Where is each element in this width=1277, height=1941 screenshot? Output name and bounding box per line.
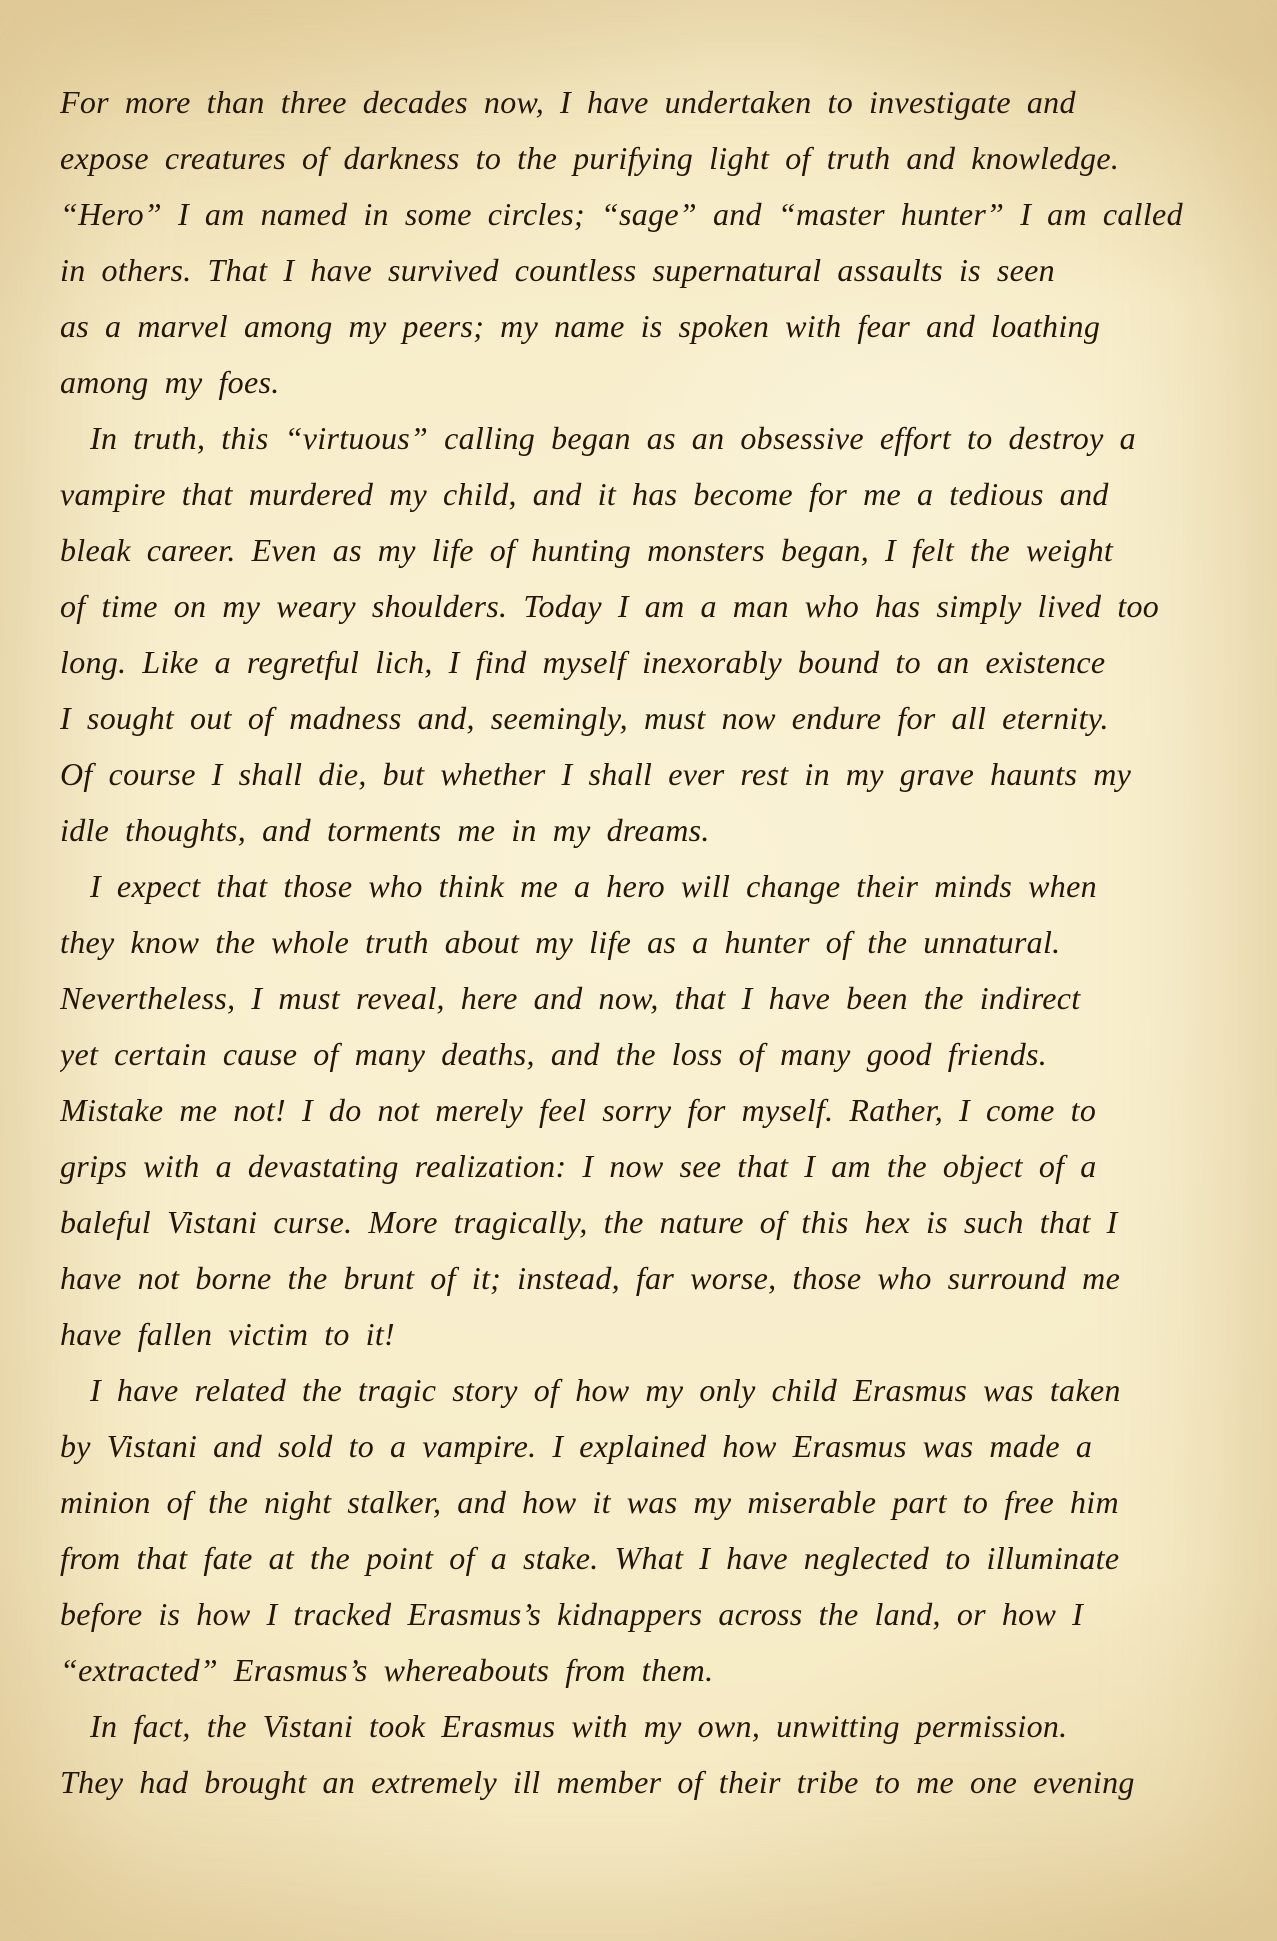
journal-line: Of course I shall die, but whether I shall ever rest in my grave haunts my (60, 756, 1132, 792)
journal-line: I sought out of madness and, seemingly, must now endure for all eternity. (60, 700, 1109, 736)
journal-line: “Hero” I am named in some circles; “sage” and “master hunter” I am called (60, 196, 1183, 232)
journal-line: have not borne the brunt of it; instead, far worse, those who surround me (60, 1260, 1121, 1296)
paragraph-1 (60, 74, 1219, 410)
journal-line: minion of the night stalker, and how it was my miserable part to free him (60, 1484, 1119, 1520)
journal-line: yet certain cause of many deaths, and the loss of many good friends. (60, 1036, 1048, 1072)
journal-line: Mistake me not! I do not merely feel sorry for myself. Rather, I come to (60, 1092, 1097, 1128)
paragraph-3 (60, 858, 1219, 1362)
journal-line: of time on my weary shoulders. Today I am a man who has simply lived too (60, 588, 1160, 624)
journal-text-block (60, 74, 1219, 1810)
paragraph-2 (60, 410, 1219, 858)
journal-line: before is how I tracked Erasmus’s kidnappers across the land, or how I (60, 1596, 1084, 1632)
journal-line: in others. That I have survived countless supernatural assaults is seen (60, 252, 1055, 288)
journal-line: they know the whole truth about my life as a hunter of the unnatural. (60, 924, 1061, 960)
paragraph-5 (60, 1698, 1219, 1810)
journal-line: They had brought an extremely ill member of their tribe to me one evening (60, 1764, 1135, 1800)
journal-line: Nevertheless, I must reveal, here and now, that I have been the indirect (60, 980, 1081, 1016)
journal-line: idle thoughts, and torments me in my dreams. (60, 812, 710, 848)
journal-line: In truth, this “virtuous” calling began as an obsessive effort to destroy a (90, 420, 1136, 456)
journal-line: among my foes. (60, 364, 280, 400)
journal-line: by Vistani and sold to a vampire. I explained how Erasmus was made a (60, 1428, 1093, 1464)
journal-line: I expect that those who think me a hero will change their minds when (90, 868, 1097, 904)
journal-line: expose creatures of darkness to the purifying light of truth and knowledge. (60, 140, 1120, 176)
journal-line: as a marvel among my peers; my name is spoken with fear and loathing (60, 308, 1101, 344)
journal-line: grips with a devastating realization: I now see that I am the object of a (60, 1148, 1097, 1184)
journal-line: In fact, the Vistani took Erasmus with my own, unwitting permission. (90, 1708, 1068, 1744)
journal-line: have fallen victim to it! (60, 1316, 396, 1352)
journal-line: For more than three decades now, I have undertaken to investigate and (60, 84, 1076, 120)
journal-line: bleak career. Even as my life of hunting monsters began, I felt the weight (60, 532, 1114, 568)
journal-line: “extracted” Erasmus’s whereabouts from them. (60, 1652, 714, 1688)
journal-line: baleful Vistani curse. More tragically, the nature of this hex is such that I (60, 1204, 1118, 1240)
paragraph-4 (60, 1362, 1219, 1698)
journal-line: I have related the tragic story of how my only child Erasmus was taken (90, 1372, 1121, 1408)
journal-line: vampire that murdered my child, and it has become for me a tedious and (60, 476, 1109, 512)
journal-line: from that fate at the point of a stake. What I have neglected to illuminate (60, 1540, 1120, 1576)
journal-line: long. Like a regretful lich, I find myself inexorably bound to an existence (60, 644, 1106, 680)
